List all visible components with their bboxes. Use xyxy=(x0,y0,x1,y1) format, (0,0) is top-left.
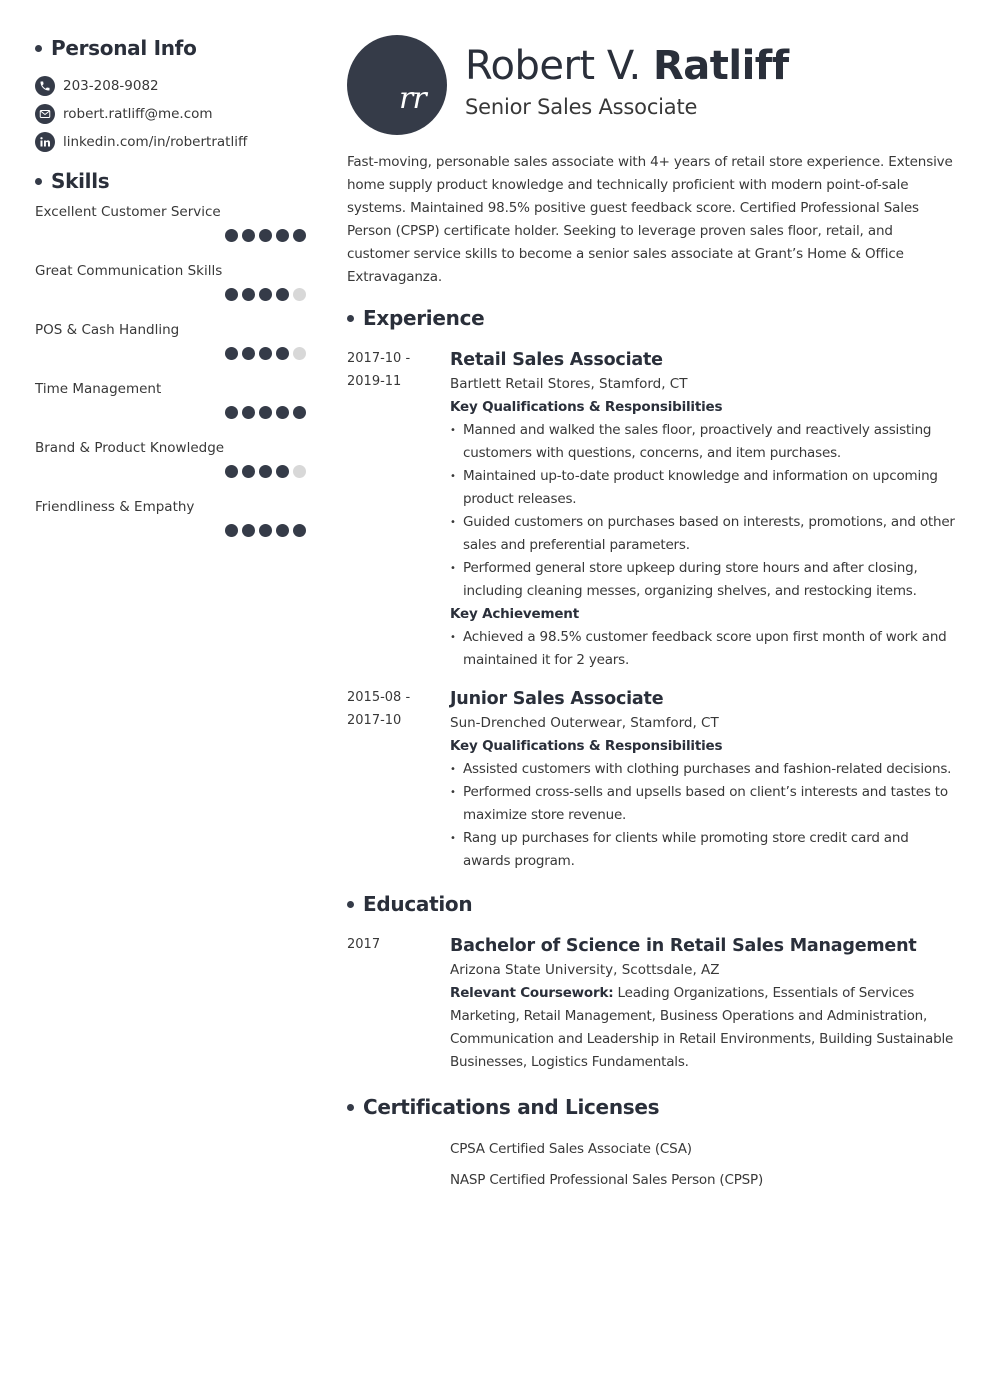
list-item: • Performed general store upkeep during store hours and after closing, including cleaning messes, organizing shelves, and restocking items. xyxy=(450,557,957,603)
experience-heading: Experience xyxy=(347,303,957,333)
school: Arizona State University, Scottsdale, AZ xyxy=(450,962,720,978)
email-link[interactable]: robert.ratliff@me.com xyxy=(63,106,213,122)
skill-item: POS & Cash Handling xyxy=(35,321,306,380)
bullet-icon xyxy=(35,45,42,52)
contact-linkedin xyxy=(35,128,306,156)
job-title: Senior Sales Associate xyxy=(465,95,698,119)
list-item: • Performed cross-sells and upsells based on client’s interests and tastes to maximize store revenue. xyxy=(450,781,957,827)
main-content xyxy=(347,35,957,1196)
entry-date: 2015-08 - 2017-10 xyxy=(347,690,411,728)
certifications-section xyxy=(347,1092,957,1196)
coursework: Relevant Coursework: Leading Organizations, Essentials of Services Marketing, Retail Management, Business Operations and Administration, Communication and Leadership in Retail Environments, Building Sustainable Businesses, Logistics Fundamentals. xyxy=(450,985,954,1070)
entry-date: 2017-10 - 2019-11 xyxy=(347,351,411,389)
skill-rating xyxy=(225,229,306,242)
email-icon xyxy=(35,104,55,124)
skill-item: Excellent Customer Service xyxy=(35,203,306,262)
certifications-heading: Certifications and Licenses xyxy=(347,1092,957,1122)
bullet-icon xyxy=(347,1104,354,1111)
linkedin-icon xyxy=(35,132,55,152)
skill-rating xyxy=(225,524,306,537)
skills-heading: Skills xyxy=(35,169,306,193)
avatar xyxy=(347,35,447,135)
skill-rating xyxy=(225,406,306,419)
skill-item: Friendliness & Empathy xyxy=(35,498,306,557)
qualifications-heading: Key Qualifications & Responsibilities xyxy=(450,738,723,754)
experience-section xyxy=(347,303,957,873)
bullet-list xyxy=(450,758,957,873)
phone-text: 203-208-9082 xyxy=(63,78,159,94)
bullet-icon xyxy=(35,178,42,185)
bullet-icon xyxy=(347,901,354,908)
skill-rating xyxy=(225,347,306,360)
education-entry xyxy=(347,933,957,1074)
skills-list xyxy=(35,203,306,557)
certifications-list xyxy=(450,1134,957,1196)
skill-rating xyxy=(225,465,306,478)
degree-title: Bachelor of Science in Retail Sales Management xyxy=(450,936,917,956)
skill-item: Great Communication Skills xyxy=(35,262,306,321)
role-title: Junior Sales Associate xyxy=(450,689,664,709)
education-section xyxy=(347,889,957,1074)
personal-info-heading: Personal Info xyxy=(35,36,306,60)
contact-list xyxy=(35,72,306,156)
skill-item: Time Management xyxy=(35,380,306,439)
bullet-icon xyxy=(347,315,354,322)
organization: Sun-Drenched Outerwear, Stamford, CT xyxy=(450,715,719,731)
summary: Fast-moving, personable sales associate with 4+ years of retail store experience. Extensive home supply product knowledge and technically proficient with modern point-of-sale systems. Maintained 98.5% positive guest feedback score. Certified Professional Sales Person (CPSP) certificate holder. Seeking to leverage proven sales floor, retail, and customer service skills to become a senior sales associate at Grant’s Home & Office Extravaganza. xyxy=(347,154,953,285)
certification-item: NASP Certified Professional Sales Person (CPSP) xyxy=(450,1172,764,1188)
list-item: • Maintained up-to-date product knowledge and information on upcoming product releases. xyxy=(450,465,957,511)
qualifications-heading: Key Qualifications & Responsibilities xyxy=(450,399,723,415)
experience-entry xyxy=(347,686,957,873)
list-item: • Achieved a 98.5% customer feedback score upon first month of work and maintained it for 2 years. xyxy=(450,626,957,672)
skill-item: Brand & Product Knowledge xyxy=(35,439,306,498)
contact-phone xyxy=(35,72,306,100)
contact-email xyxy=(35,100,306,128)
certification-item: CPSA Certified Sales Associate (CSA) xyxy=(450,1141,692,1157)
bullet-list xyxy=(450,419,957,603)
resume-header xyxy=(347,35,957,135)
education-heading: Education xyxy=(347,889,957,919)
skill-rating xyxy=(225,288,306,301)
linkedin-link[interactable]: linkedin.com/in/robertratliff xyxy=(63,134,248,150)
role-title: Retail Sales Associate xyxy=(450,350,663,370)
experience-entry xyxy=(347,347,957,672)
initials: rr xyxy=(399,81,426,116)
sidebar xyxy=(35,36,306,557)
phone-icon xyxy=(35,76,55,96)
organization: Bartlett Retail Stores, Stamford, CT xyxy=(450,376,688,392)
list-item: • Rang up purchases for clients while promoting store credit card and awards program. xyxy=(450,827,957,873)
list-item: • Assisted customers with clothing purchases and fashion-related decisions. xyxy=(450,758,957,781)
list-item: • Guided customers on purchases based on interests, promotions, and other sales and preferential parameters. xyxy=(450,511,957,557)
full-name: Robert V. Ratliff xyxy=(465,43,789,89)
achievement-heading: Key Achievement xyxy=(450,606,579,622)
list-item: • Manned and walked the sales floor, proactively and reactively assisting customers with questions, concerns, and item purchases. xyxy=(450,419,957,465)
entry-date: 2017 xyxy=(347,937,381,952)
achievement-list xyxy=(450,626,957,672)
